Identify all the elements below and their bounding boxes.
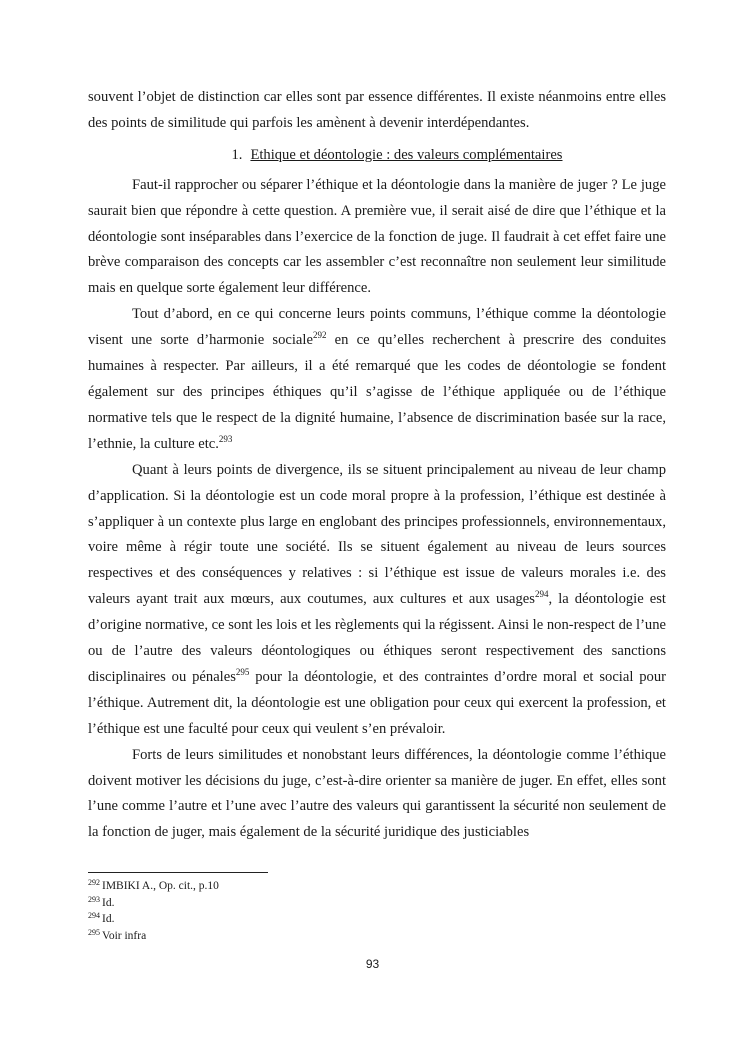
footnote-text: Id.	[102, 913, 115, 926]
footnote-ref-294[interactable]: 294	[534, 589, 549, 600]
footnotes	[88, 878, 488, 944]
paragraph-3-part-a: Quant à leurs points de divergence, ils se situent principalement au niveau de leur champ d’application. Si la déontologie est un code moral propre à la profession, l’éthique est destinée à s’appliquer à un contexte plus large en englobant des principes professionnels, environnementaux, voire même à régir toute une société. Ils se situent également au niveau de leurs sources respectives et des conséquences y relatives : si l’éthique est issue de valeurs morales i.e. des valeurs ayant trait aux mœurs, aux coutumes, aux cultures et aux usages	[88, 461, 666, 608]
footnote-ref-293[interactable]: 293	[218, 433, 233, 444]
paragraph-4: Forts de leurs similitudes et nonobstant leurs différences, la déontologie comme l’éthique doivent motiver les décisions du juge, c’est-à-dire orienter sa manière de juger. En effet, elles sont l’une comme l’autre et l’une avec l’autre des valeurs qui garantissent la sécurité non seulement de la fonction de juger, mais également de la sécurité juridique des justiciables	[88, 746, 666, 841]
paragraph-3-part-b: , la déontologie est d’origine normative, ce sont les lois et les règlements qui la régissent. Ainsi le non-respect de l’une ou de l’autre des valeurs déontologiques ou éthiques seront respectivement des sanctions disciplinaires ou pénales	[88, 591, 666, 685]
page-number: 93	[365, 957, 380, 971]
body-text	[88, 85, 666, 846]
section-number: 1.	[231, 146, 243, 163]
footnote-text: IMBIKI A., Op. cit., p.10	[102, 880, 219, 892]
footnote-ref-292[interactable]: 292	[312, 330, 327, 341]
footnote-number: 294	[88, 911, 100, 921]
footnote-item	[88, 928, 488, 945]
footnote-text: Voir infra	[102, 929, 147, 942]
paragraph-3-part-c: pour la déontologie, et des contraintes d’ordre moral et social pour l’éthique. Autrement dit, la déontologie est une obligation pour ceux qui exercent la profession, et l’éthique est une faculté pour ceux qui veulent s’en prévaloir.	[88, 668, 666, 737]
paragraph-2-part-a: Tout d’abord, en ce qui concerne leurs points communs, l’éthique comme la déontologie visent une sorte d’harmonie sociale	[88, 306, 666, 349]
footnote-item	[88, 895, 488, 912]
footnote-ref-295[interactable]: 295	[235, 666, 250, 677]
footnote-text: Id.	[102, 896, 115, 909]
paragraph-3	[88, 458, 666, 743]
footnote-separator	[88, 872, 268, 873]
intro-paragraph: souvent l’objet de distinction car elles sont par essence différentes. Il existe néanmoins entre elles des points de similitude qui parfois les amènent à devenir interdépendantes.	[88, 89, 666, 131]
footnote-number: 292	[88, 878, 100, 887]
footnote-item	[88, 911, 488, 928]
paragraph-2	[88, 302, 666, 457]
section-title: Ethique et déontologie : des valeurs complémentaires	[250, 146, 563, 163]
footnote-number: 293	[88, 894, 100, 904]
footnote-number: 295	[88, 927, 100, 937]
footnote-item	[88, 878, 488, 895]
section-heading	[88, 143, 666, 169]
paragraph-1: Faut-il rapprocher ou séparer l’éthique et la déontologie dans la manière de juger ? Le juge saurait bien que répondre à cette question. A première vue, il serait aisé de dire que l’éthique et la déontologie sont inséparables dans l’exercice de la fonction de juge. Il faudrait à cet effet faire une brève comparaison des concepts car les assembler c’est reconnaître non seulement leur similitude mais en quelque sorte également leur différence.	[88, 176, 666, 297]
paragraph-2-part-b: en ce qu’elles recherchent à prescrire des conduites humaines à respecter. Par ailleurs, il a été remarqué que les codes de déontologie se fondent également sur des principes éthiques qu’il s’agisse de l’éthique appliquée ou de l’éthique normative tels que le respect de la dignité humaine, l’absence de discrimination basée sur la race, l’ethnie, la culture etc.	[88, 332, 666, 452]
